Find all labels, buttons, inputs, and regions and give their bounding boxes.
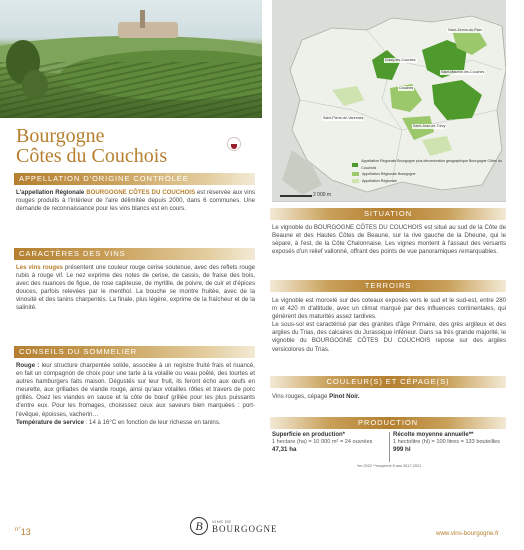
map-label-maurice: Saint-Maurice-lès-Couches <box>441 70 485 74</box>
logo-main-text: BOURGOGNE <box>212 523 278 534</box>
vineyard-photo <box>0 0 262 118</box>
terroirs-text <box>272 297 506 354</box>
title-line-1: Bourgogne <box>16 125 105 147</box>
situation-heading: SITUATION <box>270 208 506 220</box>
recolte-label: Récolte moyenne annuelle** <box>393 432 474 438</box>
superficie-label: Superficie en production* <box>272 432 346 438</box>
aoc-text: L'appellation Régionale BOURGOGNE CÔTES DU COUCHOIS est réservée aux vins rouges produits à l'intérieur de l'aire délimitée depuis 2000, dans 6 communes. Une demande de reconnaissance pour les vins blancs est en cours. <box>16 189 256 213</box>
bourgogne-logo <box>190 517 278 535</box>
map-scale: 2 000 m <box>313 192 332 198</box>
legend-item-1: Appellation Régionale Bourgogne plus dénomination géographique Bourgogne Côtes du Couchois <box>352 158 502 171</box>
page-title <box>16 126 167 166</box>
map-label-dracy: Dracy-lès-Couches <box>385 58 416 62</box>
caracteres-heading: CARACTÈRES DES VINS <box>14 248 255 260</box>
conseils-heading: CONSEILS DU SOMMELIER <box>14 346 255 358</box>
page-number: $^{n^\circ}$13 <box>15 527 31 537</box>
terroirs-heading: TERROIRS <box>270 280 506 292</box>
superficie-sub: 1 hectare (ha) = 10 000 m² = 24 ouvrées <box>272 439 373 445</box>
superficie-col <box>272 432 387 453</box>
situation-text: Le vignoble du BOURGOGNE CÔTES DU COUCHOIS est situé au sud de la Côte de Beaune et des Hautes Côtes de Beaune, sur la rive gauche de la Dheune, qui le sépare, à l'est, de la Côte Chalonnaise. Les vignes montent à l'assaut des versants exposés d'un relief vallonné, offrant des points de vue panoramiques remarquables. <box>272 224 506 256</box>
logo-b-icon: B <box>190 517 208 535</box>
production-divider <box>389 432 390 462</box>
map-legend <box>352 158 502 184</box>
terroirs-paragraph-1: Le vignoble est morcelé sur des coteaux exposés vers le sud et le sud-est, entre 280 m et 420 m d'altitude, avec un climat marqué par des influences continentales, qui génèrent des maturités assez tardives. <box>272 297 506 321</box>
production-footnote: *en 2022 **moyenne 5 ans 2017-2021 <box>356 464 422 468</box>
recolte-sub: 1 hectolitre (hl) = 100 litres = 133 bouteilles <box>393 439 500 445</box>
legend-item-2: Appellation Régionale Bourgogne <box>352 171 502 178</box>
legend-item-3: Appellation Régionale <box>352 178 502 185</box>
recolte-col <box>393 432 508 453</box>
map-scale-bar <box>280 195 312 197</box>
terroirs-paragraph-2: Le sous-sol est caractérisé par des granites d'âge Primaire, des grès argileux et des argiles du Trias, des calcaires du Jurassique inférieur. Dans sa très grande majorité, le vignoble du BOURGOGNE CÔTES DU COUCHOIS repose sur des argiles versicolores du Trias. <box>272 321 506 353</box>
superficie-value: 47,31 ha <box>272 446 297 453</box>
caracteres-text: Les vins rouges présentent une couleur rouge cerise soutenue, avec des reflets rouge rubis à rouge vif. Le nez exprime des notes de cerise, de cassis, de fraise des bois, avec des nuances de figue, de rose capiteuse, de myrtille, de poivre, de cuir et d'épices douces, parfois relevées par le menthol. La bouche se montre fruitée, avec de la vinosité et des tanins charpentés. La finale, plus légère, exprime de la fraîcheur et de la salinité. <box>16 264 255 312</box>
appellation-map <box>272 0 506 202</box>
map-label-sernin: Saint-Sernin-du-Plain <box>448 28 483 32</box>
recolte-value: 999 hl <box>393 446 411 453</box>
production-heading: PRODUCTION <box>270 417 506 429</box>
website-link[interactable]: www.vins-bourgogne.fr <box>436 530 499 537</box>
title-line-2: Côtes du Couchois <box>16 145 168 167</box>
map-label-trezy: Saint-Jean-de-Trézy <box>413 124 446 128</box>
red-wine-icon <box>227 137 241 151</box>
map-label-varennes: Saint-Pierre-de-Varennes <box>323 116 364 120</box>
aoc-heading: APPELLATION D'ORIGINE CONTRÔLÉE <box>14 173 255 185</box>
couleur-text: Vins rouges, cépage Pinot Noir. <box>272 393 360 400</box>
map-label-couches: Couches <box>399 86 414 90</box>
couleur-heading: COULEUR(S) ET CÉPAGE(S) <box>270 376 506 388</box>
logo-small-text: VINS DE <box>212 518 232 524</box>
conseils-text: Rouge : leur structure charpentée solide, associée à un registre fruité frais et nuancé, en fait un compagnon de choix pour une tarte à la volaille ou veau poêlé, des tourtes et autres hamburgers faits maison. Dégustés sur leur fruit, ils feront écho aux œufs en meurette, aux grillades de viande rouge, ainsi qu'aux volailles rôties et travers de porc grillés. Osez les viandes en sauce et la côte de bœuf grillée pour les plus puissants d'entre eux. Pour les fromages, choisissez ceux aux saveurs bien marquées : port-l'évêque, époisses, vacherin… Température de service : 14 à 16°C en fonction de leur richesse en tanins. <box>16 362 255 426</box>
